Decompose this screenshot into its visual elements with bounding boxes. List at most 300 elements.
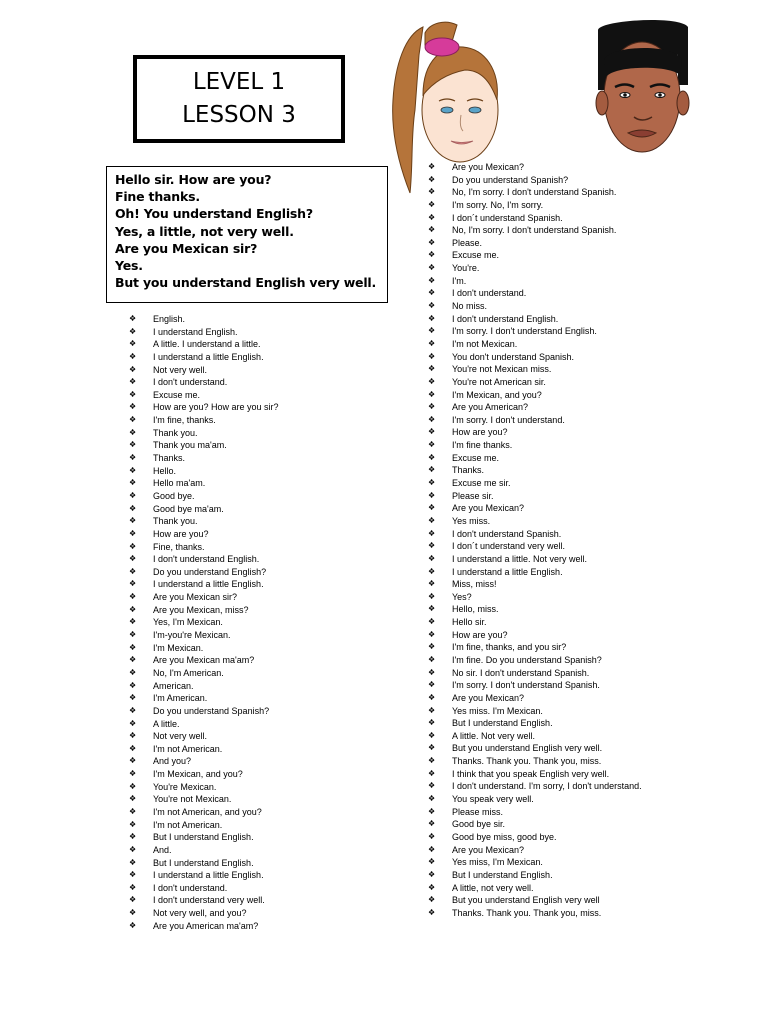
diamond-bullet-icon: ❖ bbox=[129, 604, 137, 614]
dialog-line: Hello sir. How are you? bbox=[115, 172, 272, 187]
dialog-line: Yes. bbox=[115, 258, 143, 274]
diamond-bullet-icon: ❖ bbox=[428, 844, 436, 854]
diamond-bullet-icon: ❖ bbox=[129, 364, 137, 374]
list-item-text: A little. I understand a little. bbox=[153, 339, 261, 350]
diamond-bullet-icon: ❖ bbox=[428, 692, 436, 702]
list-item-text: I understand a little English. bbox=[452, 566, 563, 577]
list-item-text: Yes miss. bbox=[452, 515, 491, 526]
diamond-bullet-icon: ❖ bbox=[129, 667, 137, 677]
phrase-list-left bbox=[129, 313, 279, 932]
list-item bbox=[129, 857, 279, 870]
diamond-bullet-icon: ❖ bbox=[129, 731, 137, 741]
list-item bbox=[428, 199, 642, 212]
diamond-bullet-icon: ❖ bbox=[428, 389, 436, 399]
diamond-bullet-icon: ❖ bbox=[129, 592, 137, 602]
diamond-bullet-icon: ❖ bbox=[129, 844, 137, 854]
dialog-line: Oh! You understand English? bbox=[115, 206, 313, 222]
list-item bbox=[129, 414, 279, 427]
diamond-bullet-icon: ❖ bbox=[428, 528, 436, 538]
list-item bbox=[129, 452, 279, 465]
list-item bbox=[129, 680, 279, 693]
list-item bbox=[428, 325, 642, 338]
list-item-text: Are you Mexican? bbox=[452, 162, 525, 172]
list-item-text: Excuse me. bbox=[452, 250, 500, 261]
list-item bbox=[428, 603, 642, 616]
list-item bbox=[129, 490, 279, 503]
list-item bbox=[428, 186, 642, 199]
list-item-text: Are you Mexican? bbox=[452, 503, 525, 514]
list-item-text: Not very well. bbox=[153, 731, 208, 742]
diamond-bullet-icon: ❖ bbox=[428, 756, 436, 766]
list-item bbox=[129, 616, 279, 629]
list-item bbox=[428, 717, 642, 730]
list-item-text: Good bye ma'am. bbox=[153, 503, 224, 514]
list-item-text: Are you Mexican, miss? bbox=[153, 604, 249, 615]
list-item-text: But I understand English. bbox=[452, 869, 553, 880]
list-item bbox=[428, 376, 642, 389]
list-item-text: How are you? How are you sir? bbox=[153, 402, 279, 413]
list-item bbox=[428, 667, 642, 680]
list-item bbox=[428, 401, 642, 414]
list-item bbox=[428, 856, 642, 869]
list-item-text: Are you Mexican? bbox=[452, 844, 525, 855]
list-item bbox=[428, 616, 642, 629]
diamond-bullet-icon: ❖ bbox=[428, 857, 436, 867]
diamond-bullet-icon: ❖ bbox=[129, 908, 137, 918]
diamond-bullet-icon: ❖ bbox=[428, 895, 436, 905]
title-level: LEVEL 1 bbox=[192, 69, 286, 95]
list-item-text: Excuse me. bbox=[153, 389, 201, 400]
list-item bbox=[428, 452, 642, 465]
diamond-bullet-icon: ❖ bbox=[428, 869, 436, 879]
list-item bbox=[428, 237, 642, 250]
list-item bbox=[129, 326, 279, 339]
list-item bbox=[129, 654, 279, 667]
list-item bbox=[428, 161, 642, 174]
diamond-bullet-icon: ❖ bbox=[129, 579, 137, 589]
list-item-text: Thanks. bbox=[153, 453, 186, 464]
diamond-bullet-icon: ❖ bbox=[129, 427, 137, 437]
list-item bbox=[129, 667, 279, 680]
diamond-bullet-icon: ❖ bbox=[129, 743, 137, 753]
list-item bbox=[428, 464, 642, 477]
list-item-text: Good bye sir. bbox=[452, 819, 506, 830]
diamond-bullet-icon: ❖ bbox=[428, 705, 436, 715]
list-item bbox=[129, 920, 279, 933]
list-item bbox=[428, 566, 642, 579]
list-item-text: Not very well. bbox=[153, 364, 208, 375]
list-item bbox=[129, 389, 279, 402]
diamond-bullet-icon: ❖ bbox=[129, 769, 137, 779]
list-item bbox=[428, 249, 642, 262]
list-item bbox=[428, 275, 642, 288]
list-item-text: How are you? bbox=[153, 528, 209, 539]
list-item-text: Miss, miss! bbox=[452, 579, 497, 590]
diamond-bullet-icon: ❖ bbox=[428, 364, 436, 374]
list-item bbox=[428, 540, 642, 553]
list-item-text: I'm sorry. I don't understand Spanish. bbox=[452, 680, 600, 691]
diamond-bullet-icon: ❖ bbox=[428, 680, 436, 690]
list-item-text: I don't understand. I'm sorry, I don't understand. bbox=[452, 781, 642, 792]
list-item-text: Are you Mexican sir? bbox=[153, 592, 238, 603]
list-item bbox=[428, 515, 642, 528]
list-item-text: Fine, thanks. bbox=[153, 541, 205, 552]
list-item bbox=[428, 502, 642, 515]
diamond-bullet-icon: ❖ bbox=[129, 377, 137, 387]
list-item-text: Hello, miss. bbox=[452, 604, 499, 615]
list-item-text: Are you Mexican? bbox=[452, 692, 525, 703]
list-item-text: Are you American ma'am? bbox=[153, 920, 259, 931]
diamond-bullet-icon: ❖ bbox=[428, 275, 436, 285]
list-item bbox=[428, 705, 642, 718]
list-item bbox=[129, 768, 279, 781]
list-item bbox=[428, 287, 642, 300]
list-item bbox=[129, 439, 279, 452]
diamond-bullet-icon: ❖ bbox=[428, 326, 436, 336]
list-item bbox=[428, 313, 642, 326]
diamond-bullet-icon: ❖ bbox=[129, 339, 137, 349]
list-item bbox=[129, 351, 279, 364]
list-item-text: Please miss. bbox=[452, 806, 504, 817]
diamond-bullet-icon: ❖ bbox=[428, 452, 436, 462]
list-item-text: A little. bbox=[153, 718, 180, 729]
list-item-text: I'm. bbox=[452, 275, 467, 286]
diamond-bullet-icon: ❖ bbox=[428, 313, 436, 323]
diamond-bullet-icon: ❖ bbox=[428, 427, 436, 437]
diamond-bullet-icon: ❖ bbox=[428, 642, 436, 652]
list-item-text: Yes miss. I'm Mexican. bbox=[452, 705, 543, 716]
diamond-bullet-icon: ❖ bbox=[428, 654, 436, 664]
list-item bbox=[428, 806, 642, 819]
diamond-bullet-icon: ❖ bbox=[428, 617, 436, 627]
list-item bbox=[428, 528, 642, 541]
list-item bbox=[428, 831, 642, 844]
diamond-bullet-icon: ❖ bbox=[129, 528, 137, 538]
diamond-bullet-icon: ❖ bbox=[129, 794, 137, 804]
title-lesson: LESSON 3 bbox=[182, 102, 296, 128]
list-item bbox=[129, 578, 279, 591]
diamond-bullet-icon: ❖ bbox=[428, 781, 436, 791]
list-item-text: Excuse me sir. bbox=[452, 478, 511, 489]
diamond-bullet-icon: ❖ bbox=[129, 490, 137, 500]
diamond-bullet-icon: ❖ bbox=[129, 895, 137, 905]
list-item bbox=[129, 882, 279, 895]
list-item bbox=[428, 212, 642, 225]
list-item bbox=[428, 907, 642, 920]
diamond-bullet-icon: ❖ bbox=[428, 794, 436, 804]
diamond-bullet-icon: ❖ bbox=[129, 718, 137, 728]
list-item-text: Thanks. Thank you. Thank you, miss. bbox=[452, 907, 602, 918]
diamond-bullet-icon: ❖ bbox=[129, 314, 137, 323]
diamond-bullet-icon: ❖ bbox=[129, 655, 137, 665]
list-item-text: But I understand English. bbox=[452, 718, 553, 729]
list-item-text: I'm Mexican, and you? bbox=[452, 389, 542, 400]
list-item bbox=[129, 743, 279, 756]
list-item-text: I don't understand. bbox=[452, 288, 527, 299]
list-item bbox=[428, 174, 642, 187]
list-item-text: I'm American. bbox=[153, 693, 208, 704]
list-item bbox=[129, 907, 279, 920]
list-item bbox=[428, 869, 642, 882]
diamond-bullet-icon: ❖ bbox=[428, 604, 436, 614]
diamond-bullet-icon: ❖ bbox=[129, 756, 137, 766]
list-item bbox=[428, 629, 642, 642]
list-item bbox=[129, 427, 279, 440]
list-item-text: And you? bbox=[153, 756, 192, 767]
list-item bbox=[129, 819, 279, 832]
diamond-bullet-icon: ❖ bbox=[129, 389, 137, 399]
list-item bbox=[428, 414, 642, 427]
diamond-bullet-icon: ❖ bbox=[428, 566, 436, 576]
diamond-bullet-icon: ❖ bbox=[129, 882, 137, 892]
diamond-bullet-icon: ❖ bbox=[428, 503, 436, 513]
list-item-text: I don't understand English. bbox=[452, 313, 559, 324]
list-item bbox=[129, 401, 279, 414]
list-item bbox=[129, 376, 279, 389]
list-item bbox=[129, 553, 279, 566]
lesson-title-box bbox=[133, 55, 345, 143]
list-item-text: Do you understand Spanish? bbox=[153, 705, 270, 716]
diamond-bullet-icon: ❖ bbox=[428, 718, 436, 728]
list-item-text: Excuse me. bbox=[452, 452, 500, 463]
list-item bbox=[129, 730, 279, 743]
diamond-bullet-icon: ❖ bbox=[428, 553, 436, 563]
diamond-bullet-icon: ❖ bbox=[129, 351, 137, 361]
diamond-bullet-icon: ❖ bbox=[428, 212, 436, 222]
list-item-text: I don´t understand very well. bbox=[452, 541, 566, 552]
list-item bbox=[129, 793, 279, 806]
diamond-bullet-icon: ❖ bbox=[428, 199, 436, 209]
list-item-text: I'm not Mexican. bbox=[452, 338, 518, 349]
list-item-text: I understand a little English. bbox=[153, 351, 264, 362]
list-item-text: A little, not very well. bbox=[452, 882, 534, 893]
diamond-bullet-icon: ❖ bbox=[428, 187, 436, 197]
diamond-bullet-icon: ❖ bbox=[129, 554, 137, 564]
dialog-line: Fine thanks. bbox=[115, 189, 200, 205]
diamond-bullet-icon: ❖ bbox=[428, 301, 436, 311]
list-item bbox=[129, 541, 279, 554]
list-item bbox=[428, 692, 642, 705]
diamond-bullet-icon: ❖ bbox=[129, 806, 137, 816]
list-item bbox=[428, 300, 642, 313]
diamond-bullet-icon: ❖ bbox=[428, 907, 436, 917]
list-item-text: And. bbox=[153, 844, 172, 855]
list-item-text: I'm fine. Do you understand Spanish? bbox=[452, 654, 602, 665]
diamond-bullet-icon: ❖ bbox=[428, 465, 436, 475]
diamond-bullet-icon: ❖ bbox=[129, 326, 137, 336]
dialog-line: But you understand English very well. bbox=[115, 275, 377, 291]
diamond-bullet-icon: ❖ bbox=[129, 541, 137, 551]
list-item bbox=[428, 439, 642, 452]
diamond-bullet-icon: ❖ bbox=[428, 288, 436, 298]
list-item-text: I'm not American. bbox=[153, 819, 223, 830]
list-item bbox=[129, 806, 279, 819]
list-item-text: Yes miss, I'm Mexican. bbox=[452, 857, 543, 868]
list-item-text: I'm not American, and you? bbox=[153, 806, 262, 817]
diamond-bullet-icon: ❖ bbox=[428, 263, 436, 273]
list-item bbox=[129, 894, 279, 907]
boy-face-illustration bbox=[590, 15, 695, 160]
list-item-text: Please. bbox=[452, 237, 483, 248]
diamond-bullet-icon: ❖ bbox=[129, 920, 137, 930]
list-item bbox=[129, 831, 279, 844]
diamond-bullet-icon: ❖ bbox=[428, 478, 436, 488]
dialog-box bbox=[106, 166, 388, 303]
list-item-text: I'm-you're Mexican. bbox=[153, 630, 231, 641]
list-item-text: But you understand English very well bbox=[452, 895, 600, 906]
list-item-text: I understand a little English. bbox=[153, 870, 264, 881]
diamond-bullet-icon: ❖ bbox=[428, 730, 436, 740]
diamond-bullet-icon: ❖ bbox=[129, 453, 137, 463]
diamond-bullet-icon: ❖ bbox=[428, 768, 436, 778]
diamond-bullet-icon: ❖ bbox=[428, 743, 436, 753]
list-item-text: English. bbox=[153, 314, 186, 324]
list-item bbox=[428, 262, 642, 275]
list-item-text: Good bye. bbox=[153, 490, 195, 501]
diamond-bullet-icon: ❖ bbox=[428, 882, 436, 892]
list-item-text: Thanks. bbox=[452, 465, 485, 476]
list-item-text: I don't understand Spanish. bbox=[452, 528, 562, 539]
list-item-text: I understand a little English. bbox=[153, 579, 264, 590]
list-item bbox=[428, 553, 642, 566]
list-item bbox=[129, 869, 279, 882]
list-item-text: Hello ma'am. bbox=[153, 478, 206, 489]
list-item-text: I don't understand very well. bbox=[153, 895, 265, 906]
diamond-bullet-icon: ❖ bbox=[129, 870, 137, 880]
diamond-bullet-icon: ❖ bbox=[428, 490, 436, 500]
list-item-text: American. bbox=[153, 680, 194, 691]
list-item bbox=[428, 363, 642, 376]
diamond-bullet-icon: ❖ bbox=[129, 693, 137, 703]
diamond-bullet-icon: ❖ bbox=[129, 819, 137, 829]
diamond-bullet-icon: ❖ bbox=[428, 831, 436, 841]
list-item bbox=[129, 604, 279, 617]
diamond-bullet-icon: ❖ bbox=[428, 351, 436, 361]
diamond-bullet-icon: ❖ bbox=[428, 225, 436, 235]
list-item-text: I don't understand English. bbox=[153, 554, 260, 565]
list-item-text: Thanks. Thank you. Thank you, miss. bbox=[452, 756, 602, 767]
list-item-text: How are you? bbox=[452, 629, 508, 640]
list-item bbox=[428, 591, 642, 604]
diamond-bullet-icon: ❖ bbox=[129, 478, 137, 488]
diamond-bullet-icon: ❖ bbox=[428, 667, 436, 677]
diamond-bullet-icon: ❖ bbox=[129, 857, 137, 867]
list-item-text: No, I'm American. bbox=[153, 667, 224, 678]
list-item bbox=[428, 730, 642, 743]
diamond-bullet-icon: ❖ bbox=[428, 541, 436, 551]
list-item-text: I'm fine, thanks, and you sir? bbox=[452, 642, 567, 653]
diamond-bullet-icon: ❖ bbox=[129, 832, 137, 842]
list-item-text: Hello sir. bbox=[452, 617, 487, 628]
list-item-text: You don't understand Spanish. bbox=[452, 351, 574, 362]
diamond-bullet-icon: ❖ bbox=[428, 338, 436, 348]
list-item-text: No miss. bbox=[452, 301, 488, 312]
diamond-bullet-icon: ❖ bbox=[129, 465, 137, 475]
list-item bbox=[129, 591, 279, 604]
diamond-bullet-icon: ❖ bbox=[428, 376, 436, 386]
diamond-bullet-icon: ❖ bbox=[428, 237, 436, 247]
list-item-text: You're. bbox=[452, 263, 480, 274]
diamond-bullet-icon: ❖ bbox=[129, 630, 137, 640]
list-item bbox=[129, 566, 279, 579]
list-item-text: No, I'm sorry. I don't understand Spanish. bbox=[452, 187, 617, 198]
list-item bbox=[428, 768, 642, 781]
list-item-text: You speak very well. bbox=[452, 794, 534, 805]
list-item-text: How are you? bbox=[452, 427, 508, 438]
list-item bbox=[129, 692, 279, 705]
list-item bbox=[129, 477, 279, 490]
list-item bbox=[428, 844, 642, 857]
list-item bbox=[129, 755, 279, 768]
list-item bbox=[129, 705, 279, 718]
list-item-text: Thank you. bbox=[153, 427, 198, 438]
diamond-bullet-icon: ❖ bbox=[129, 440, 137, 450]
list-item-text: I'm Mexican, and you? bbox=[153, 769, 243, 780]
list-item bbox=[129, 503, 279, 516]
diamond-bullet-icon: ❖ bbox=[428, 629, 436, 639]
phrase-list-right bbox=[428, 161, 642, 919]
list-item bbox=[129, 515, 279, 528]
list-item-text: I understand a little. Not very well. bbox=[452, 553, 588, 564]
list-item bbox=[428, 426, 642, 439]
list-item bbox=[129, 313, 279, 326]
diamond-bullet-icon: ❖ bbox=[129, 642, 137, 652]
list-item-text: Good bye miss, good bye. bbox=[452, 831, 557, 842]
list-item-text: You're not Mexican miss. bbox=[452, 364, 552, 375]
diamond-bullet-icon: ❖ bbox=[129, 516, 137, 526]
diamond-bullet-icon: ❖ bbox=[129, 566, 137, 576]
list-item bbox=[129, 364, 279, 377]
diamond-bullet-icon: ❖ bbox=[129, 781, 137, 791]
list-item bbox=[428, 793, 642, 806]
diamond-bullet-icon: ❖ bbox=[428, 402, 436, 412]
list-item bbox=[129, 781, 279, 794]
list-item bbox=[428, 351, 642, 364]
diamond-bullet-icon: ❖ bbox=[428, 162, 436, 171]
list-item bbox=[428, 224, 642, 237]
list-item-text: But I understand English. bbox=[153, 857, 254, 868]
list-item bbox=[129, 642, 279, 655]
diamond-bullet-icon: ❖ bbox=[428, 414, 436, 424]
list-item bbox=[428, 338, 642, 351]
list-item bbox=[428, 477, 642, 490]
diamond-bullet-icon: ❖ bbox=[428, 440, 436, 450]
list-item-text: Please sir. bbox=[452, 490, 494, 501]
diamond-bullet-icon: ❖ bbox=[428, 806, 436, 816]
list-item bbox=[428, 389, 642, 402]
diamond-bullet-icon: ❖ bbox=[428, 579, 436, 589]
list-item bbox=[428, 641, 642, 654]
list-item-text: Are you Mexican ma'am? bbox=[153, 655, 255, 666]
list-item-text: I understand English. bbox=[153, 326, 238, 337]
diamond-bullet-icon: ❖ bbox=[428, 819, 436, 829]
list-item-text: I'm sorry. I don't understand. bbox=[452, 414, 565, 425]
list-item-text: But you understand English very well. bbox=[452, 743, 603, 754]
list-item-text: Do you understand English? bbox=[153, 566, 267, 577]
list-item bbox=[428, 654, 642, 667]
list-item-text: Hello. bbox=[153, 465, 177, 476]
list-item-text: Yes? bbox=[452, 591, 472, 602]
dialog-line: Yes, a little, not very well. bbox=[115, 223, 294, 239]
list-item bbox=[129, 528, 279, 541]
list-item-text: You're Mexican. bbox=[153, 781, 217, 792]
list-item-text: No sir. I don't understand Spanish. bbox=[452, 667, 590, 678]
list-item bbox=[129, 718, 279, 731]
list-item-text: I don´t understand Spanish. bbox=[452, 212, 563, 223]
list-item-text: I'm fine, thanks. bbox=[153, 415, 216, 426]
list-item-text: Do you understand Spanish? bbox=[452, 174, 569, 185]
list-item bbox=[428, 490, 642, 503]
